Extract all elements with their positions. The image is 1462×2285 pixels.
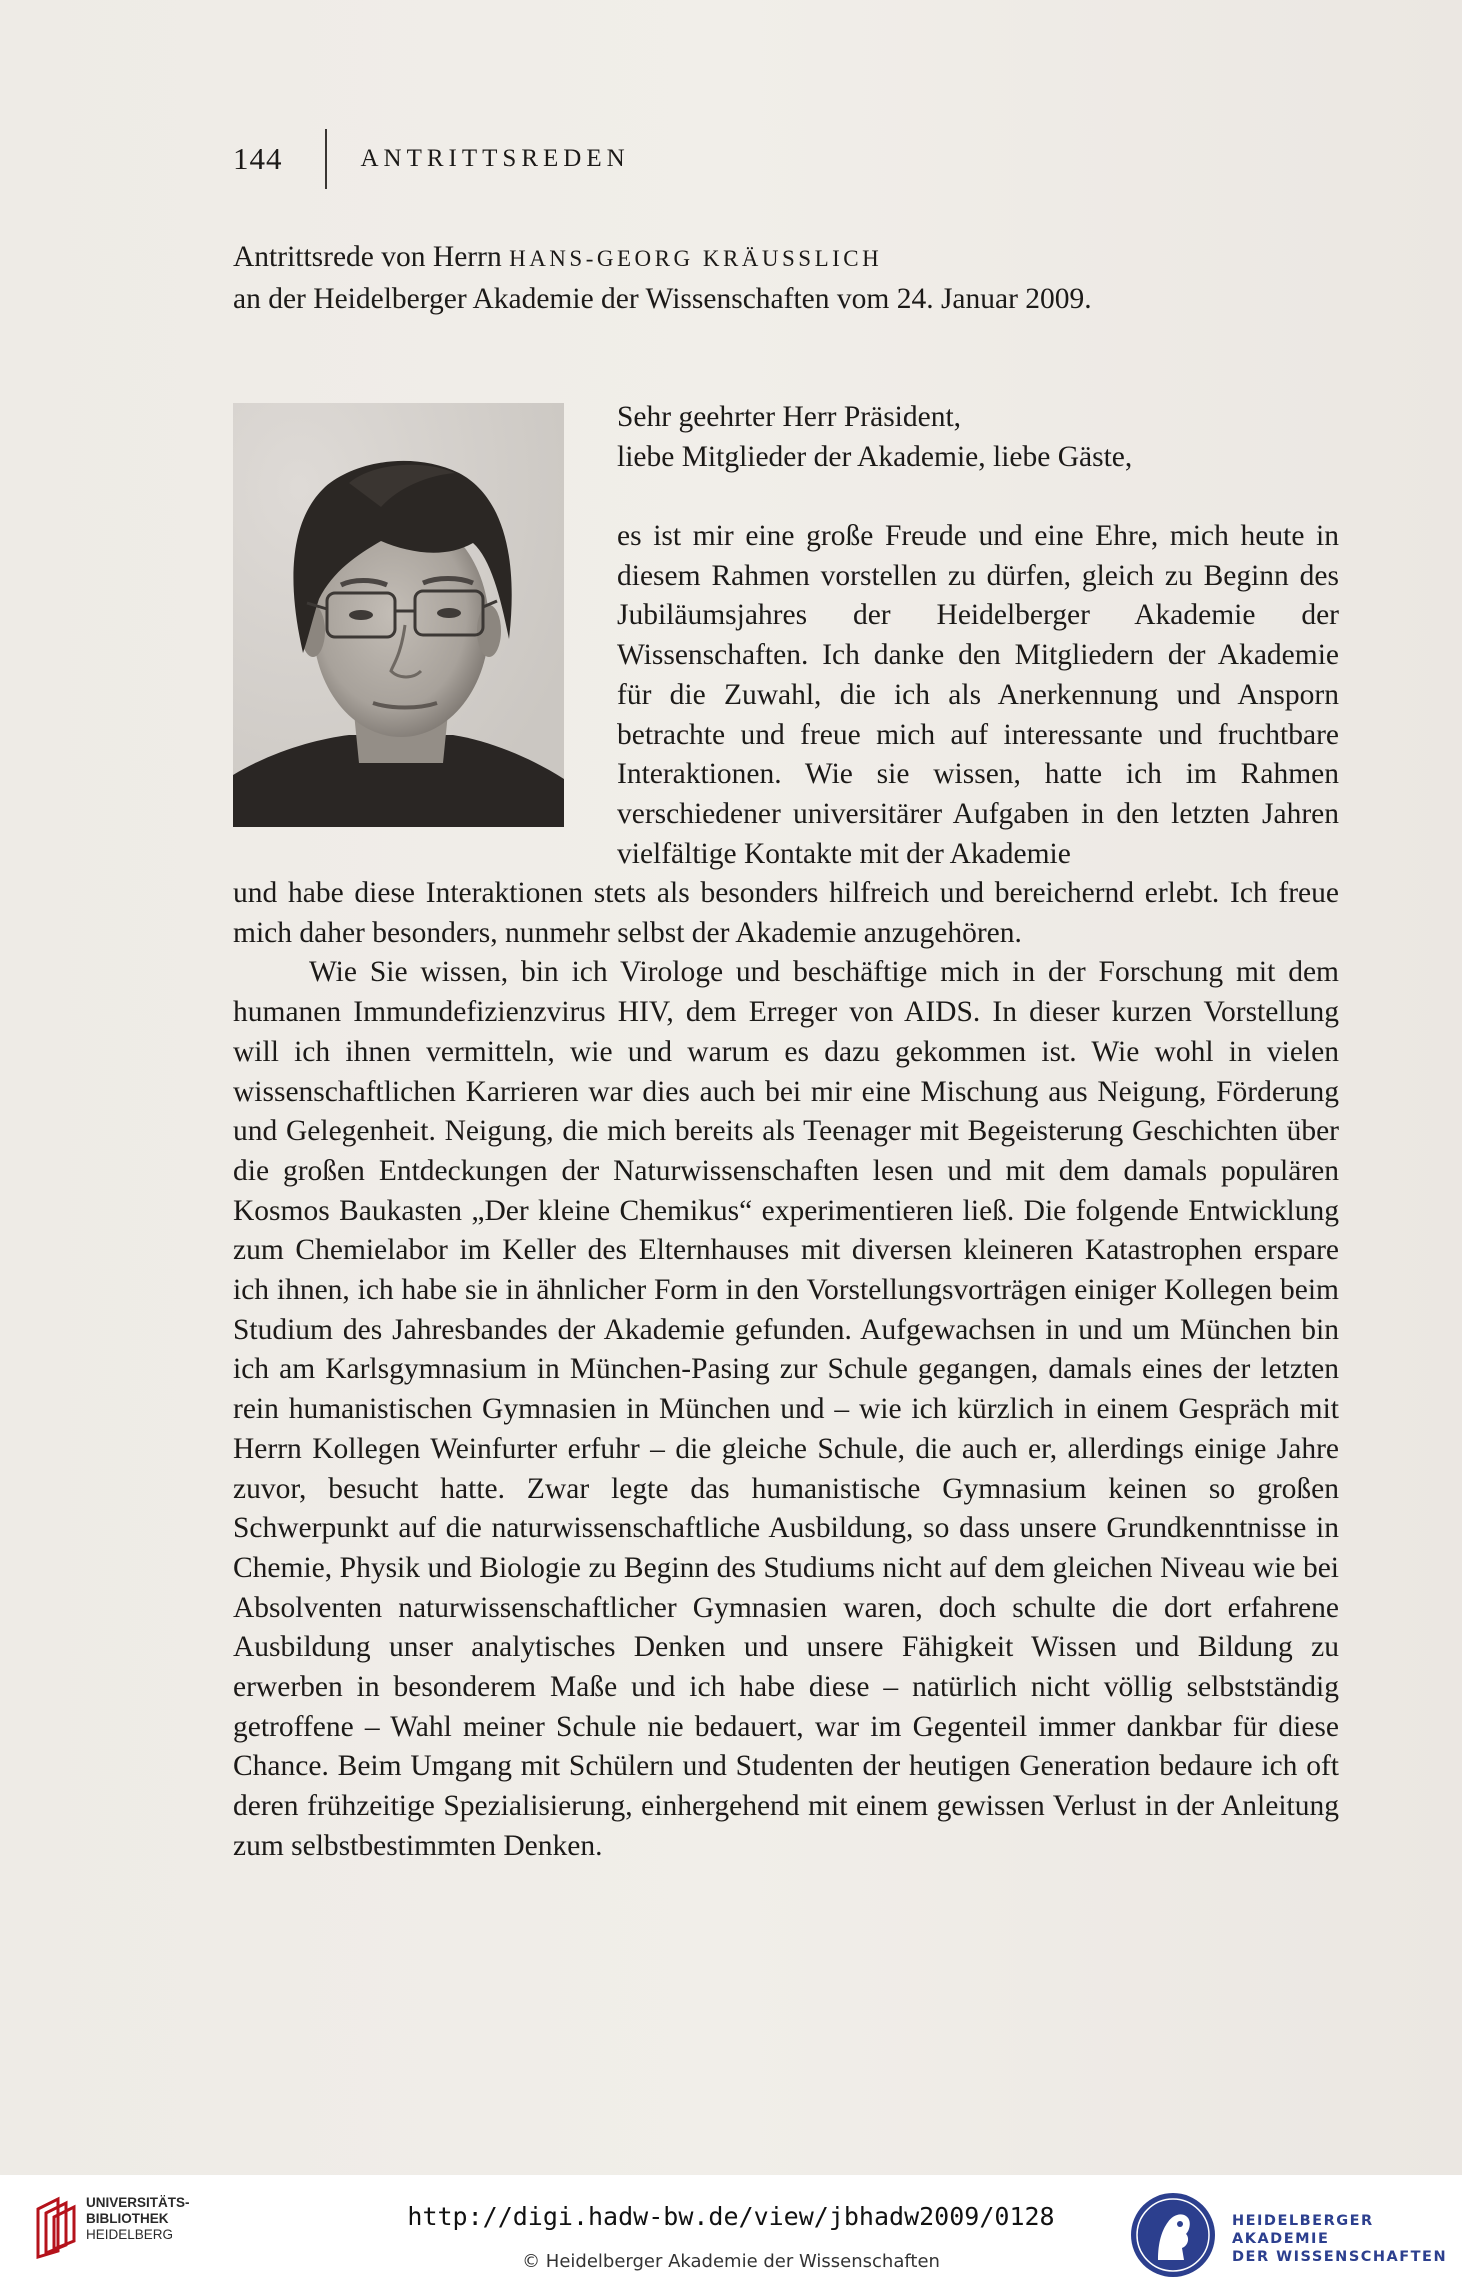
library-line-3: HEIDELBERG [86,2227,174,2242]
salutation-line-1: Sehr geehrter Herr Präsident, [617,401,962,433]
portrait-photo [233,403,564,827]
speaker-name: HANS-GEORG KRÄUSSLICH [509,246,883,271]
library-line-1: UNIVERSITÄTS- [86,2195,190,2210]
page-number: 144 [233,141,283,176]
paragraph-2: Wie Sie wissen, bin ich Virologe und beschäftige mich in der Forschung mit dem humanen Immundefizienzvirus HIV, dem Erreger von AIDS. In dieser kurzen Vorstellung will ich ihnen vermitteln, wie und warum es dazu gekommen ist. Wie wohl in vielen wissenschaftlichen Karrieren war dies auch bei mir eine Mischung aus Neigung, Förderung und Gelegenheit. Neigung, die mich bereits als Teenager mit Begeisterung Geschichten über die großen Entdeckungen der Naturwissenschaften lesen und mit dem damals populären Kosmos Baukasten „Der kleine Chemikus“ experimentieren ließ. Die folgende Entwicklung zum Chemielabor im Keller des Elternhauses mit diversen kleineren Katastrophen erspare ich ihnen, ich habe sie in ähnlicher Form in den Vorstellungsvorträgen einiger Kollegen beim Studium des Jahresbandes der Akademie gefunden. Aufgewachsen in und um München bin ich am Karlsgymnasium in München-Pasing zur Schule gegangen, damals eines der letzten rein humanistischen Gymnasien in München und – wie ich kürzlich in einem Gespräch mit Herrn Kollegen Weinfurter erfuhr – die gleiche Schule, die auch er, allerdings einige Jahre zuvor, besucht hatte. Zwar legte das humanistische Gymnasium keinen so großen Schwerpunkt auf die naturwissenschaftliche Ausbildung, so dass unsere Grundkenntnisse in Chemie, Physik und Biologie zu Beginn des Studiums nicht auf dem gleichen Niveau wie bei Absolventen naturwissenschaftlicher Gymnasien waren, doch schulte die dort erfahrene Ausbildung unser analytisches Denken und unsere Fähigkeit Wissen und Bildung zu erwerben in besonderem Maße und ich habe diese – natürlich nicht völlig selbstständig getroffene – Wahl meiner Schule nie bedauert, war im Gegenteil immer dankbar für diese Chance. Beim Umgang mit Schülern und Studenten der heutigen Generation bedaure ich oft deren frühzeitige Spezialisierung, einhergehend mit einem gewissen Verlust in der Anleitung zum selbstbestimmten Denken. [233,956,1339,1862]
portrait-image [233,403,564,827]
title-prefix: Antrittsrede von Herrn [233,241,502,273]
permalink-url[interactable]: http://digi.hadw-bw.de/view/jbhadw2009/0128 [407,2202,1055,2231]
academy-seal-icon [1128,2190,1218,2280]
copyright-notice: © Heidelberger Akademie der Wissenschaften [522,2251,940,2272]
header-divider [325,129,327,189]
library-line-2: BIBLIOTHEK [86,2211,169,2226]
academy-label [1232,2212,1462,2266]
salutation [617,398,1339,477]
running-head: ANTRITTSREDEN [360,145,630,172]
salutation-line-2: liebe Mitglieder der Akademie, liebe Gäste, [617,440,1133,473]
academy-line-1: HEIDELBERGER AKADEMIE [1232,2213,1374,2247]
paragraph-1-continued: und habe diese Interaktionen stets als besonders hilfreich und bereichernd erlebt. Ich freue mich daher besonders, nunmehr selbst der Akademie anzugehören. [233,877,1339,949]
paragraph-1-wrapped [617,517,1339,874]
main-text [233,874,1339,1867]
article-title [233,237,1343,319]
academy-line-2: DER WISSENSCHAFTEN [1232,2249,1448,2265]
paragraph-text: es ist mir eine große Freude und eine Ehre, mich heute in diesem Rahmen vorstellen zu dürfen, gleich zu Beginn des Jubiläumsjahres der Heidelberger Akademie der Wissenschaften. Ich danke den Mitgliedern der Akademie für die Zuwahl, die ich als Anerkennung und Ansporn betrachte und freue mich auf interessante und fruchtbare Interaktionen. Wie sie wissen, hatte ich im Rahmen verschiedener universitärer Aufgaben in den letzten Jahren vielfältige Kontakte mit der Akademie [617,520,1339,870]
page-header [233,136,630,182]
title-line-2: an der Heidelberger Akademie der Wissenschaften vom 24. Januar 2009. [233,283,1092,315]
